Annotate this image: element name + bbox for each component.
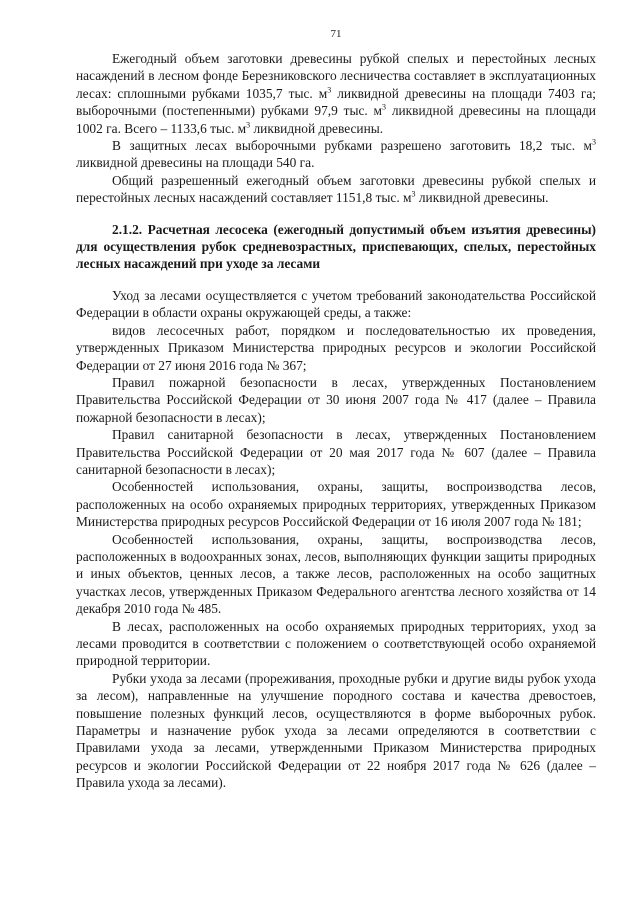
section-gap [76,207,596,221]
paragraph-body: Особенностей использования, охраны, защиты, воспроизводства лесов, расположенных на особо охраняемых природных территориях, утвержденных Приказом Министерства природных ресурсов Российской Федерации от 16 июля 2007 года № 181; [76,479,596,530]
paragraph-body: Уход за лесами осуществляется с учетом требований законодательства Российской Федерации в области охраны окружающей среды, а также: [76,287,596,321]
paragraph-protective-forests: В защитных лесах выборочными рубками разрешено заготовить 18,2 тыс. $м^3$ ликвидной древесины на площади 540 га. [76,137,596,171]
page-number: 71 [330,28,342,40]
section-heading: 2.1.2. Расчетная лесосека (ежегодный допустимый объем изъятия древесины) для осуществления рубок средневозрастных, приспевающих, спелых, перестойных лесных насаждений при уходе за лесами [76,221,596,272]
paragraph-body: В лесах, расположенных на особо охраняемых природных территориях, уход за лесами проводится в соответствии с положением о соответствующей особо охраняемой природной территории. [76,618,596,669]
paragraph-body: Особенностей использования, охраны, защиты, воспроизводства лесов, расположенных в водоохранных зонах, лесов, выполняющих функции защиты природных и иных объектов, ценных лесов, а также лесов, расположенных на особо защитных участках лесов, утвержденных Приказом Федерального агентства лесного хозяйства от 14 декабря 2010 года № 485. [76,531,596,617]
paragraph-body: Правил пожарной безопасности в лесах, утвержденных Постановлением Правительства Российской Федерации от 30 июня 2007 года № 417 (далее – Правила пожарной безопасности в лесах); [76,374,596,425]
paragraph-body: видов лесосечных работ, порядком и последовательностью их проведения, утвержденных Приказом Министерства природных ресурсов и экологии Российской Федерации от 27 июня 2016 года № 367; [76,322,596,373]
paragraph-body: Рубки ухода за лесами (прореживания, проходные рубки и другие виды рубок ухода за лесом), направленные на улучшение породного состава и качества древостоев, повышение полезных функций лесов, осуществляются в форме выборочных рубок. Параметры и назначение рубок ухода за лесами определяются в соответствии с Правилами ухода за лесами, утвержденными Приказом Министерства природных ресурсов и экологии Российской Федерации от 22 ноября 2017 года № 626 (далее – Правила ухода за лесами). [76,670,596,791]
paragraph-body: Правил санитарной безопасности в лесах, утвержденных Постановлением Правительства Российской Федерации от 20 мая 2017 года № 607 (далее – Правила санитарной безопасности в лесах); [76,427,596,477]
paragraph-annual-volume: Ежегодный объем заготовки древесины рубкой спелых и перестойных лесных насаждений в лесном фонде Березниковского лесничества составляет в эксплуатационных лесах: сплошными рубками 1035,7 тыс. $м^3$ ликвидной древесины на площади 7403 га; выборочными (постепенными) рубками 97,9 тыс. $м^3$ ликвидной древесины на площади 1002 га. Всего – 1133,6 тыс. $м^3$ ликвидной древесины. [76,51,596,136]
paragraph-total-volume: Общий разрешенный ежегодный объем заготовки древесины рубкой спелых и перестойных лесных насаждений составляет 1151,8 тыс. $м^3$ ликвидной древесины. [76,172,596,206]
